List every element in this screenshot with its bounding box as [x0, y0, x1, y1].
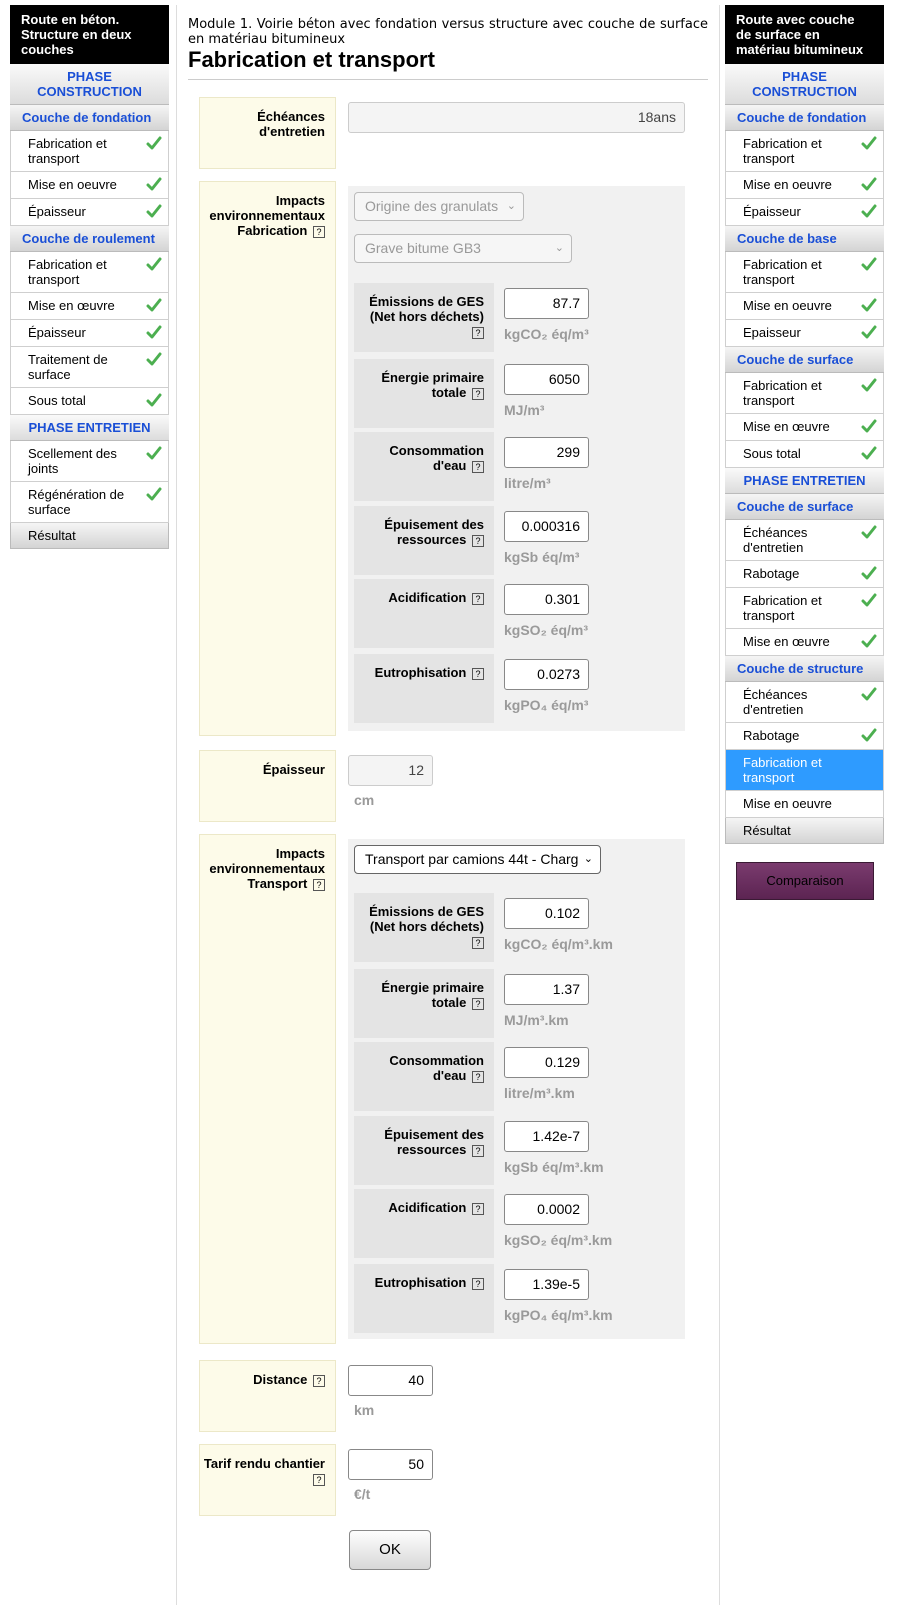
- distance-label: Distance ?: [199, 1360, 336, 1432]
- metric-unit: kgSO₂ éq/m³.km: [504, 1232, 613, 1248]
- metric-input[interactable]: 1.39e-5: [504, 1269, 589, 1300]
- sidebar-item[interactable]: [10, 388, 169, 415]
- metric-label: Épuisement des ressources ?: [354, 1116, 494, 1185]
- help-icon[interactable]: ?: [472, 937, 484, 949]
- sidebar-result[interactable]: Résultat: [10, 523, 169, 549]
- help-icon[interactable]: ?: [472, 1071, 484, 1083]
- sidebar-item-label: Fabrication et transport: [28, 136, 107, 166]
- sidebar-item[interactable]: [10, 199, 169, 226]
- module-description: Module 1. Voirie béton avec fondation versus structure avec couche de surface en matériau bitumineux: [188, 17, 708, 47]
- help-icon[interactable]: ?: [313, 1375, 325, 1387]
- check-icon: [861, 524, 877, 540]
- sidebar-item[interactable]: [725, 131, 884, 172]
- sidebar-item[interactable]: [725, 199, 884, 226]
- check-icon: [861, 297, 877, 313]
- chevron-down-icon: ⌄: [583, 853, 593, 865]
- metric-unit: kgPO₄ éq/m³.km: [504, 1307, 613, 1323]
- sidebar-result[interactable]: Résultat: [725, 818, 884, 844]
- group-couche-structure[interactable]: Couche de structure: [725, 656, 884, 682]
- check-icon: [861, 135, 877, 151]
- echeances-label: Échéances d'entretien: [199, 97, 336, 169]
- check-icon: [861, 565, 877, 581]
- fab-metric-energie: [354, 359, 679, 428]
- fabrication-impact-panel: [348, 186, 685, 731]
- help-icon[interactable]: ?: [472, 593, 484, 605]
- sidebar-item[interactable]: [10, 482, 169, 523]
- metric-unit: kgCO₂ éq/m³.km: [504, 936, 613, 952]
- check-icon: [861, 633, 877, 649]
- page-title: Fabrication et transport: [188, 47, 435, 72]
- title-divider: [188, 79, 708, 80]
- sidebar-item[interactable]: [725, 629, 884, 656]
- check-icon: [146, 135, 162, 151]
- sidebar-item[interactable]: [10, 347, 169, 388]
- transport-impact-panel: [348, 839, 685, 1339]
- check-icon: [146, 324, 162, 340]
- epaisseur-unit: cm: [354, 792, 375, 808]
- fab-metric-eutrophisation: [354, 654, 679, 723]
- sidebar-item[interactable]: [10, 441, 169, 482]
- left-sidebar-title: Route en béton. Structure en deux couches: [10, 5, 169, 64]
- sidebar-item-label: Traitement de surface: [28, 352, 108, 382]
- sidebar-item[interactable]: [10, 252, 169, 293]
- metric-label: Consommation d'eau ?: [354, 432, 494, 501]
- help-icon[interactable]: ?: [313, 1474, 325, 1486]
- metric-label: Énergie primaire totale ?: [354, 969, 494, 1038]
- echeances-field: 18ans: [348, 102, 685, 133]
- origin-select: Origine des granulats ⌄: [354, 192, 524, 221]
- tarif-unit: €/t: [354, 1486, 371, 1502]
- check-icon: [146, 392, 162, 408]
- sidebar-item-label: Mise en œuvre: [743, 634, 830, 649]
- epaisseur-field: 12: [348, 755, 433, 786]
- check-icon: [861, 256, 877, 272]
- distance-section: [199, 1360, 705, 1432]
- metric-input[interactable]: 0.0002: [504, 1194, 589, 1225]
- left-sidebar: [10, 5, 169, 549]
- group-couche-fondation[interactable]: Couche de fondation: [725, 105, 884, 131]
- sidebar-item[interactable]: [725, 293, 884, 320]
- transport-section: [199, 834, 705, 1344]
- sidebar-item-label: Fabrication et transport: [743, 378, 822, 408]
- sidebar-item-label: Épaisseur: [743, 204, 801, 219]
- sidebar-item-label: Fabrication et transport: [743, 257, 822, 287]
- sidebar-item[interactable]: [725, 682, 884, 723]
- metric-unit: MJ/m³.km: [504, 1012, 569, 1028]
- help-icon[interactable]: ?: [472, 327, 484, 339]
- help-icon[interactable]: ?: [472, 535, 484, 547]
- metric-label: Émissions de GES (Net hors déchets) ?: [354, 283, 494, 352]
- check-icon: [146, 256, 162, 272]
- check-icon: [861, 592, 877, 608]
- echeances-section: [199, 97, 705, 169]
- help-icon[interactable]: ?: [472, 461, 484, 473]
- sidebar-item[interactable]: [725, 588, 884, 629]
- metric-input[interactable]: 87.7: [504, 288, 589, 319]
- fabrication-section: [199, 181, 705, 736]
- check-icon: [146, 351, 162, 367]
- ok-button[interactable]: OK: [349, 1530, 431, 1570]
- sidebar-item-label: Mise en oeuvre: [28, 177, 117, 192]
- tarif-input[interactable]: 50: [348, 1449, 433, 1480]
- transport-label: Impacts environnementaux Transport ?: [199, 834, 336, 1344]
- phase-entretien-header: PHASE ENTRETIEN: [725, 468, 884, 494]
- sidebar-item-label: Sous total: [28, 393, 86, 408]
- check-icon: [146, 445, 162, 461]
- metric-label: Épuisement des ressources ?: [354, 506, 494, 575]
- metric-input[interactable]: 1.42e-7: [504, 1121, 589, 1152]
- help-icon[interactable]: ?: [472, 998, 484, 1010]
- sidebar-item-label: Mise en œuvre: [28, 298, 115, 313]
- check-icon: [861, 686, 877, 702]
- sidebar-item-label: Fabrication et transport: [743, 755, 822, 785]
- metric-unit: kgCO₂ éq/m³: [504, 326, 589, 342]
- check-icon: [861, 324, 877, 340]
- tarif-section: [199, 1444, 705, 1516]
- fab-metric-eau: [354, 432, 679, 501]
- metric-unit: kgSb éq/m³.km: [504, 1159, 604, 1175]
- sidebar-item-label: Épaisseur: [28, 325, 86, 340]
- sidebar-item[interactable]: [725, 791, 884, 818]
- group-couche-fondation[interactable]: Couche de fondation: [10, 105, 169, 131]
- metric-input[interactable]: 0.301: [504, 584, 589, 615]
- fab-metric-acidification: [354, 579, 679, 648]
- sidebar-item-label: Scellement des joints: [28, 446, 117, 476]
- sidebar-item[interactable]: [10, 172, 169, 199]
- tr-metric-eutrophisation: [354, 1264, 679, 1333]
- metric-input[interactable]: 0.129: [504, 1047, 589, 1078]
- sidebar-item-label: Fabrication et transport: [743, 136, 822, 166]
- help-icon[interactable]: ?: [313, 226, 325, 238]
- fab-metric-epuisement: [354, 506, 679, 575]
- phase-construction-header: PHASE CONSTRUCTION: [725, 64, 884, 105]
- sidebar-item-active[interactable]: [725, 750, 884, 791]
- tr-metric-epuisement: [354, 1116, 679, 1185]
- sidebar-item[interactable]: [10, 293, 169, 320]
- sidebar-item-label: Mise en œuvre: [743, 419, 830, 434]
- fabrication-label: Impacts environnementaux Fabrication ?: [199, 181, 336, 736]
- sidebar-item-label: Épaisseur: [28, 204, 86, 219]
- material-select: Grave bitume GB3 ⌄: [354, 234, 572, 263]
- phase-construction-header: PHASE CONSTRUCTION: [10, 64, 169, 105]
- phase-entretien-header: PHASE ENTRETIEN: [10, 415, 169, 441]
- sidebar-item[interactable]: [725, 723, 884, 750]
- metric-label: Eutrophisation ?: [354, 1264, 494, 1333]
- help-icon[interactable]: ?: [472, 668, 484, 680]
- check-icon: [861, 377, 877, 393]
- sidebar-item[interactable]: [725, 252, 884, 293]
- metric-input[interactable]: 6050: [504, 364, 589, 395]
- metric-unit: kgPO₄ éq/m³: [504, 697, 589, 713]
- metric-input[interactable]: 0.000316: [504, 511, 589, 542]
- distance-input[interactable]: 40: [348, 1365, 433, 1396]
- sidebar-item[interactable]: [725, 561, 884, 588]
- metric-unit: litre/m³.km: [504, 1085, 575, 1101]
- sidebar-item[interactable]: [725, 414, 884, 441]
- sidebar-item[interactable]: [725, 373, 884, 414]
- sidebar-item-label: Fabrication et transport: [743, 593, 822, 623]
- sidebar-item-label: Rabotage: [743, 728, 800, 743]
- group-couche-roulement[interactable]: Couche de roulement: [10, 226, 169, 252]
- group-couche-surface-entretien[interactable]: Couche de surface: [725, 494, 884, 520]
- metric-label: Acidification ?: [354, 579, 494, 648]
- metric-label: Eutrophisation ?: [354, 654, 494, 723]
- sidebar-item-label: Fabrication et transport: [28, 257, 107, 287]
- help-icon[interactable]: ?: [472, 1278, 484, 1290]
- metric-input[interactable]: 1.37: [504, 974, 589, 1005]
- help-icon[interactable]: ?: [472, 1145, 484, 1157]
- metric-unit: kgSb éq/m³: [504, 549, 580, 565]
- metric-label: Énergie primaire totale ?: [354, 359, 494, 428]
- metric-input[interactable]: 299: [504, 437, 589, 468]
- epaisseur-label: Épaisseur: [199, 750, 336, 822]
- epaisseur-section: [199, 750, 705, 822]
- check-icon: [146, 176, 162, 192]
- right-sidebar-title: Route avec couche de surface en matériau bitumineux: [725, 5, 884, 64]
- chevron-down-icon: ⌄: [554, 242, 564, 254]
- sidebar-item[interactable]: [725, 520, 884, 561]
- sidebar-item-label: Mise en oeuvre: [743, 298, 832, 313]
- metric-unit: MJ/m³: [504, 402, 545, 418]
- sidebar-item-label: Mise en oeuvre: [743, 796, 832, 811]
- metric-input[interactable]: 0.0273: [504, 659, 589, 690]
- tr-metric-energie: [354, 969, 679, 1038]
- tr-metric-acidification: [354, 1189, 679, 1258]
- check-icon: [861, 203, 877, 219]
- group-couche-base[interactable]: Couche de base: [725, 226, 884, 252]
- chevron-down-icon: ⌄: [506, 200, 516, 212]
- tr-metric-eau: [354, 1042, 679, 1111]
- check-icon: [146, 297, 162, 313]
- fab-metric-ges: [354, 283, 679, 352]
- tarif-label: Tarif rendu chantier ?: [199, 1444, 336, 1516]
- check-icon: [861, 445, 877, 461]
- sidebar-item[interactable]: [10, 320, 169, 347]
- check-icon: [861, 418, 877, 434]
- sidebar-item[interactable]: [10, 131, 169, 172]
- distance-unit: km: [354, 1402, 375, 1418]
- sidebar-item-label: Échéances d'entretien: [743, 525, 808, 555]
- sidebar-item[interactable]: [725, 320, 884, 347]
- sidebar-item-label: Mise en oeuvre: [743, 177, 832, 192]
- help-icon[interactable]: ?: [313, 879, 325, 891]
- sidebar-item[interactable]: [725, 172, 884, 199]
- metric-label: Émissions de GES (Net hors déchets) ?: [354, 893, 494, 962]
- metric-unit: kgSO₂ éq/m³: [504, 622, 589, 638]
- sidebar-item-label: Sous total: [743, 446, 801, 461]
- sidebar-item-label: Régénération de surface: [28, 487, 125, 517]
- sidebar-item[interactable]: [725, 441, 884, 468]
- metric-unit: litre/m³: [504, 475, 551, 491]
- check-icon: [861, 727, 877, 743]
- check-icon: [146, 203, 162, 219]
- comparaison-button[interactable]: Comparaison: [736, 862, 874, 900]
- group-couche-surface[interactable]: Couche de surface: [725, 347, 884, 373]
- sidebar-item-label: Échéances d'entretien: [743, 687, 808, 717]
- transport-select[interactable]: Transport par camions 44t - Charg ⌄: [354, 845, 601, 874]
- right-sidebar: [725, 5, 884, 900]
- metric-input[interactable]: 0.102: [504, 898, 589, 929]
- main-panel: [176, 5, 720, 1605]
- help-icon[interactable]: ?: [472, 388, 484, 400]
- help-icon[interactable]: ?: [472, 1203, 484, 1215]
- tr-metric-ges: [354, 893, 679, 962]
- check-icon: [861, 176, 877, 192]
- check-icon: [146, 486, 162, 502]
- metric-label: Consommation d'eau ?: [354, 1042, 494, 1111]
- sidebar-item-label: Epaisseur: [743, 325, 801, 340]
- sidebar-item-label: Rabotage: [743, 566, 800, 581]
- metric-label: Acidification ?: [354, 1189, 494, 1258]
